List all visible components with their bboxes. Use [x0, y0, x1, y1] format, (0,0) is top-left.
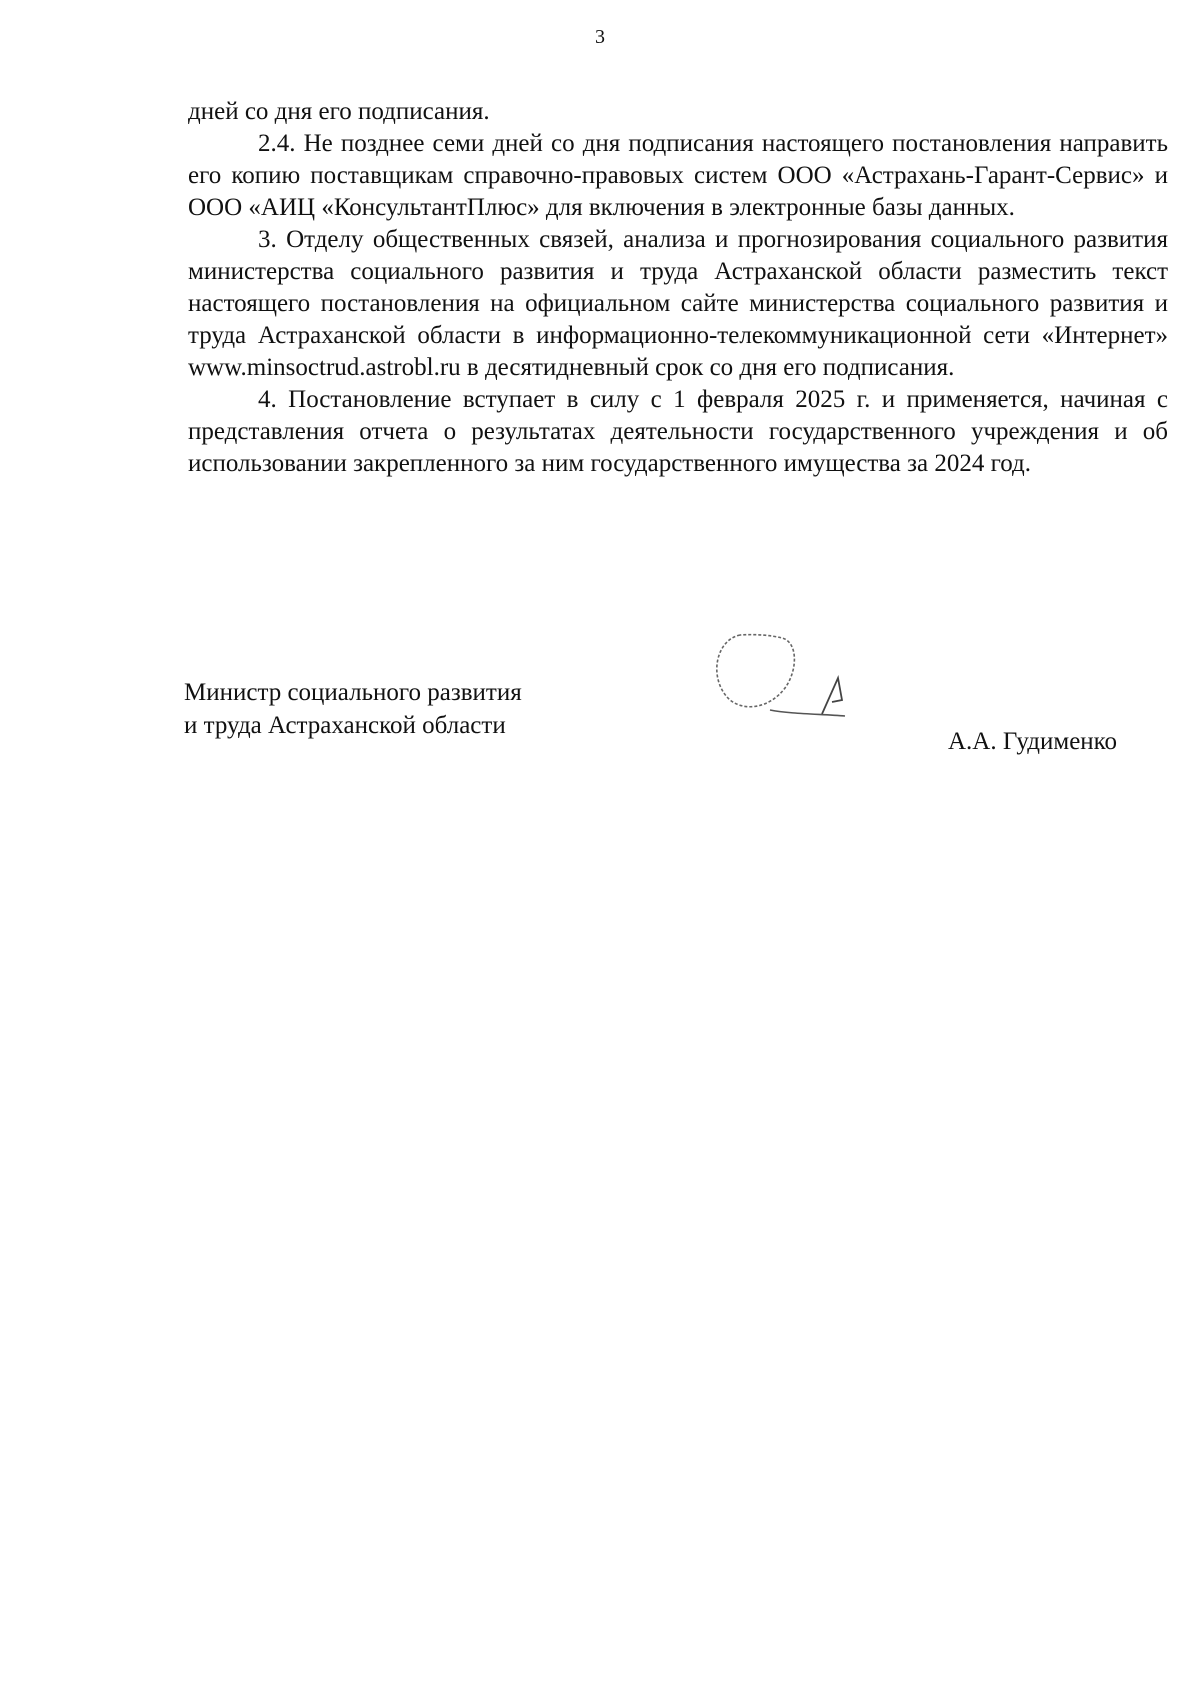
- page-number: 3: [595, 26, 605, 48]
- paragraph-continuation: дней со дня его подписания.: [188, 98, 490, 125]
- signatory-name: А.А. Гудименко: [948, 728, 1118, 755]
- document-body: [188, 96, 1168, 480]
- handwritten-signature: [710, 630, 880, 740]
- signatory-title: [184, 676, 522, 742]
- paragraph-2-4: 2.4. Не позднее семи дней со дня подписания настоящего постановления направить его копию поставщикам справочно-правовых систем ООО «Астрахань-Гарант-Сервис» и ООО «АИЦ «КонсультантПлюс» для включения в электронные базы данных.: [188, 130, 1168, 221]
- signatory-title-line-1: Министр социального развития: [184, 679, 522, 706]
- paragraph-4: 4. Постановление вступает в силу с 1 февраля 2025 г. и применяется, начиная с представления отчета о результатах деятельности государственного учреждения и об использовании закрепленного за ним государственного имущества за 2024 год.: [188, 386, 1168, 477]
- paragraph-3: 3. Отделу общественных связей, анализа и прогнозирования социального развития министерства социального развития и труда Астраханской области разместить текст настоящего постановления на официальном сайте министерства социального развития и труда Астраханской области в информационно-телекоммуникационной сети «Интернет» www.minsoctrud.astrobl.ru в десятидневный срок со дня его подписания.: [188, 226, 1168, 381]
- signatory-title-line-2: и труда Астраханской области: [184, 712, 506, 739]
